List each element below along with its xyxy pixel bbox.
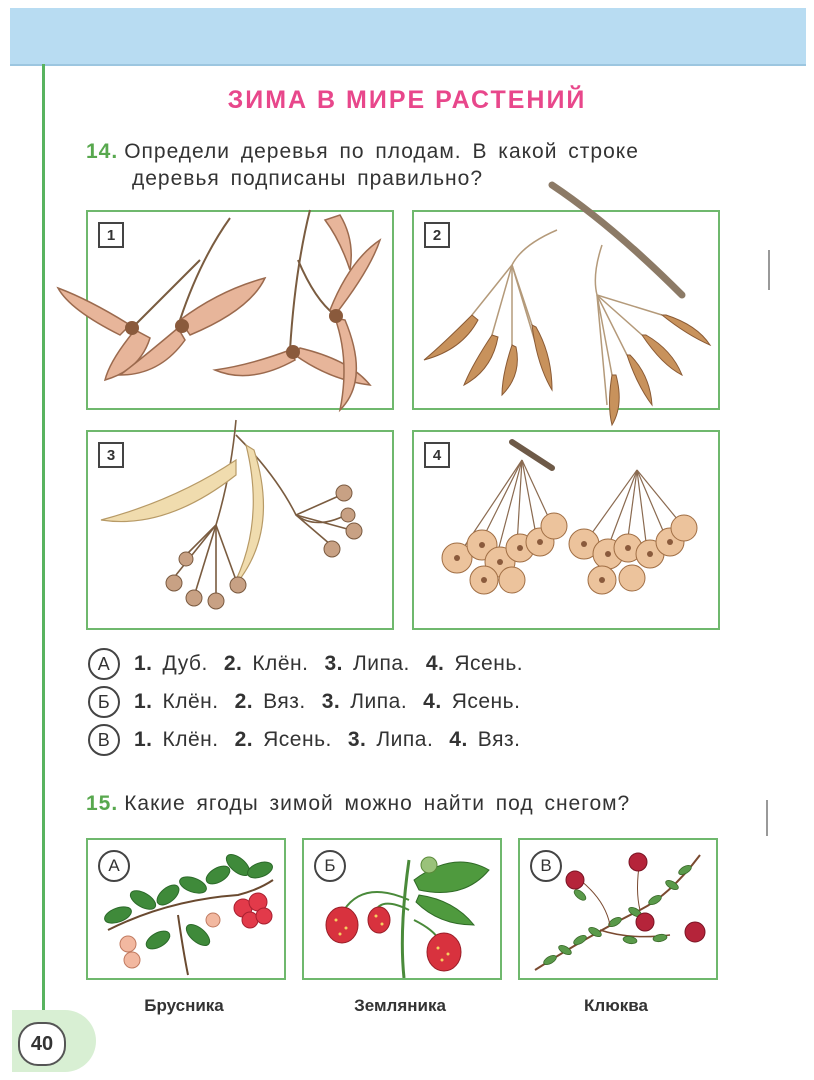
option-letter-a: А: [88, 648, 120, 680]
option-b-num-3: 3.: [321, 690, 341, 713]
option-a-tree-3: Липа.: [352, 652, 410, 675]
question-14-text-line-2: деревья подписаны правильно?: [132, 167, 484, 190]
option-letter-b: Б: [88, 686, 120, 718]
option-b-num-4: 4.: [423, 690, 442, 713]
option-a-num-2: 2.: [223, 652, 243, 675]
berry-frame-b[interactable]: [302, 838, 502, 980]
page-number: 40: [18, 1022, 66, 1066]
answer-option-a[interactable]: [88, 648, 539, 680]
option-c-num-2: 2.: [234, 728, 254, 751]
option-letter-c: В: [88, 724, 120, 756]
margin-mark: [768, 250, 770, 290]
question-15-number: 15.: [86, 792, 119, 815]
option-b-tree-3: Липа.: [350, 690, 408, 713]
option-b-tree-1: Клён.: [162, 690, 219, 713]
berry-frame-c[interactable]: [518, 838, 718, 980]
option-a-num-4: 4.: [425, 652, 445, 675]
option-c-num-1: 1.: [134, 728, 153, 751]
question-15-text: Какие ягоды зимой можно найти под снегом?: [124, 792, 631, 815]
option-c-tree-1: Клён.: [162, 728, 219, 751]
image-number-4: 4: [424, 442, 450, 468]
ash-samaras-icon: [412, 175, 722, 435]
top-header-band: [10, 8, 806, 66]
question-14-line-1: [86, 138, 639, 165]
option-a-num-1: 1.: [134, 652, 153, 675]
elm-samaras-icon: [412, 430, 722, 630]
option-a-num-3: 3.: [324, 652, 343, 675]
option-c-num-3: 3.: [347, 728, 367, 751]
berry-frame-a[interactable]: [86, 838, 286, 980]
option-c-num-4: 4.: [449, 728, 468, 751]
berry-name-b: Земляника: [354, 996, 446, 1015]
image-number-2: 2: [424, 222, 450, 248]
option-a-tree-1: Дуб.: [162, 652, 208, 675]
image-number-3: 3: [98, 442, 124, 468]
answer-option-c[interactable]: [88, 724, 536, 756]
option-c-tree-3: Липа.: [376, 728, 434, 751]
option-b-num-2: 2.: [234, 690, 254, 713]
question-14-number: 14.: [86, 140, 119, 163]
option-c-tree-4: Вяз.: [477, 728, 521, 751]
berry-name-c: Клюква: [584, 996, 648, 1015]
option-a-tree-4: Ясень.: [454, 652, 524, 675]
question-14-text-line-1: Определи деревья по плодам. В какой строке: [124, 140, 639, 163]
margin-mark: [766, 800, 768, 836]
option-a-tree-2: Клён.: [252, 652, 309, 675]
option-b-tree-2: Вяз.: [263, 690, 306, 713]
option-c-tree-2: Ясень.: [263, 728, 332, 751]
page-margin-line: [42, 64, 45, 1054]
berry-letter-a: А: [98, 850, 130, 882]
image-number-1: 1: [98, 222, 124, 248]
option-b-tree-4: Ясень.: [451, 690, 521, 713]
option-b-num-1: 1.: [134, 690, 153, 713]
linden-fruits-icon: [86, 415, 396, 630]
berry-letter-b: Б: [314, 850, 346, 882]
question-15: [86, 790, 630, 817]
berry-letter-c: В: [530, 850, 562, 882]
answer-option-b[interactable]: [88, 686, 536, 718]
page-title: ЗИМА В МИРЕ РАСТЕНИЙ: [227, 86, 587, 114]
berry-name-a: Брусника: [144, 996, 224, 1015]
